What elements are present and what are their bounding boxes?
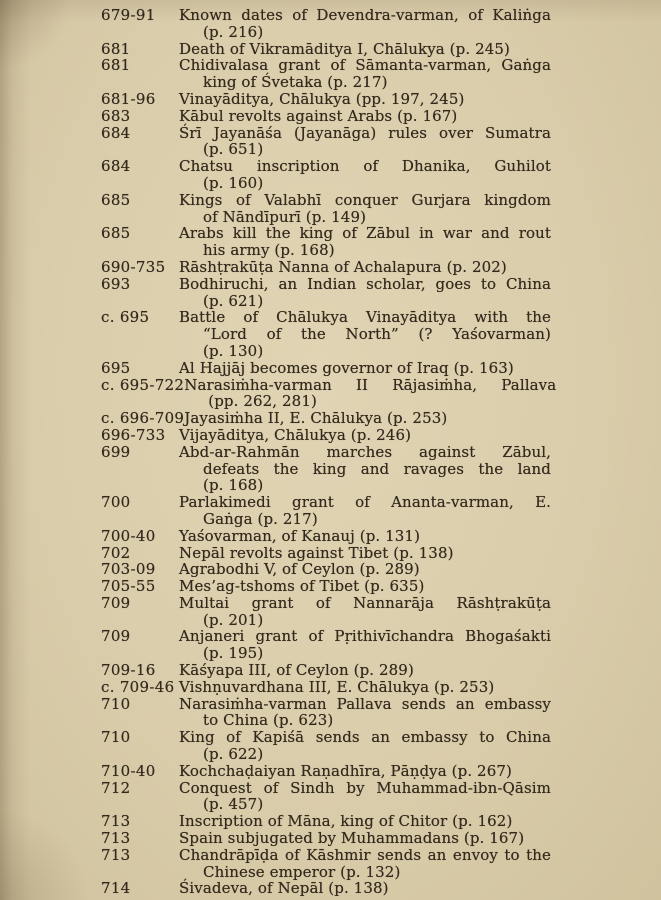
event-line: (p. 168): [203, 476, 264, 495]
entry-row: [0, 578, 661, 595]
entry-date: 679-91: [101, 6, 156, 24]
entry-date: 681: [101, 39, 131, 58]
entry-event: [179, 57, 551, 91]
entry-row: [0, 847, 661, 881]
entry-row: [0, 444, 661, 494]
entry-row: [0, 830, 661, 847]
event-line: (p. 160): [203, 173, 264, 192]
entry-event: [179, 561, 551, 578]
entry-event: [179, 880, 551, 897]
entry-event: [179, 7, 551, 41]
event-line: of Nāndīpurī (p. 149): [203, 207, 367, 226]
event-line: Chinese emperor (p. 132): [203, 862, 401, 881]
entry-date: 685: [101, 224, 131, 243]
entry-row: [0, 377, 661, 411]
event-line: (p. 216): [203, 22, 264, 41]
entry-row: [0, 628, 661, 662]
entry-date: 714: [101, 879, 131, 898]
event-line: (p. 621): [203, 291, 264, 310]
entry-date: c. 695: [101, 308, 150, 327]
entry-row: [0, 729, 661, 763]
event-line: Conquest of Sindh by Muhammad-ibn-Qāsim: [179, 778, 551, 797]
entry-event: [179, 662, 551, 679]
entry-date: 683: [101, 106, 131, 125]
entry-event: [179, 444, 551, 494]
entry-event: [179, 528, 551, 545]
entry-row: [0, 225, 661, 259]
event-line: Śrī Jayanāśa (Jayanāga) rules over Sumatra: [179, 123, 551, 142]
event-line: Abd-ar-Rahmān marches against Zābul,: [179, 442, 551, 461]
event-line: to China (p. 623): [203, 711, 334, 730]
entry-event: [179, 158, 551, 192]
entry-date: 700: [101, 493, 131, 512]
entry-event: [179, 427, 551, 444]
entry-date: 702: [101, 543, 131, 562]
event-line: Gaṅga (p. 217): [203, 509, 318, 528]
entry-date: 696-733: [101, 425, 166, 444]
entry-date: 705-55: [101, 577, 156, 596]
event-line: (p. 457): [203, 795, 264, 814]
entry-event: [179, 276, 551, 310]
event-line: Inscription of Māna, king of Chitor (p. 162): [179, 812, 513, 831]
entry-row: [0, 696, 661, 730]
event-line: Chatsu inscription of Dhanika, Guhilot: [179, 157, 551, 176]
entry-row: [0, 662, 661, 679]
entry-date: 681: [101, 56, 131, 75]
entry-date: 709: [101, 627, 131, 646]
entry-event: [179, 813, 551, 830]
event-line: (p. 130): [203, 341, 264, 360]
entry-row: [0, 360, 661, 377]
event-line: King of Kapiśā sends an embassy to China: [179, 728, 551, 747]
event-line: (pp. 262, 281): [208, 392, 317, 411]
entry-date: 690-735: [101, 257, 166, 276]
entry-row: [0, 91, 661, 108]
entry-event: [179, 763, 551, 780]
entry-event: [179, 309, 551, 359]
entry-event: [179, 545, 551, 562]
entry-event: [184, 410, 556, 427]
event-line: Multai grant of Nannarāja Rāshṭrakūṭa: [179, 593, 551, 612]
entry-date: 695: [101, 358, 131, 377]
entry-row: [0, 192, 661, 226]
entry-date: 712: [101, 778, 131, 797]
event-line: Arabs kill the king of Zābul in war and rout: [179, 224, 551, 243]
entry-row: [0, 595, 661, 629]
entry-row: [0, 494, 661, 528]
entry-row: [0, 259, 661, 276]
entry-event: [179, 41, 551, 58]
event-line: Kābul revolts against Arabs (p. 167): [179, 106, 458, 125]
entry-row: [0, 125, 661, 159]
event-line: Parlakimedi grant of Ananta-varman, E.: [179, 493, 551, 512]
entry-date: 685: [101, 190, 131, 209]
entry-row: [0, 528, 661, 545]
entry-date: 709: [101, 593, 131, 612]
entry-row: [0, 158, 661, 192]
entry-row: [0, 813, 661, 830]
event-line: “Lord of the North” (? Yaśovarman): [203, 325, 551, 344]
entry-date: 700-40: [101, 526, 156, 545]
event-line: Narasiṁha-varman Pallava sends an embassy: [179, 694, 551, 713]
event-line: Al Hajjāj becomes governor of Iraq (p. 163): [179, 358, 514, 377]
entry-event: [179, 847, 551, 881]
event-line: (p. 195): [203, 644, 264, 663]
event-line: Known dates of Devendra-varman, of Kaliṅga: [179, 6, 551, 24]
entry-event: [179, 595, 551, 629]
entry-event: [179, 696, 551, 730]
entry-date: 710: [101, 694, 131, 713]
entry-date: 684: [101, 157, 131, 176]
event-line: Nepāl revolts against Tibet (p. 138): [179, 543, 454, 562]
entry-event: [179, 494, 551, 528]
entry-event: [179, 830, 551, 847]
entry-date: 710: [101, 728, 131, 747]
entry-event: [179, 91, 551, 108]
entry-row: [0, 427, 661, 444]
entry-row: [0, 41, 661, 58]
entry-event: [179, 628, 551, 662]
event-line: Narasiṁha-varman II Rājasiṁha, Pallava: [184, 375, 557, 394]
event-line: his army (p. 168): [203, 241, 335, 260]
event-line: Yaśovarman, of Kanauj (p. 131): [179, 526, 421, 545]
event-line: Chidivalasa grant of Sāmanta-varman, Gaṅga: [179, 56, 551, 75]
event-line: Rāshṭrakūṭa Nanna of Achalapura (p. 202): [179, 257, 507, 276]
event-line: Battle of Chālukya Vinayāditya with the: [179, 308, 551, 327]
event-line: Mes’ag-tshoms of Tibet (p. 635): [179, 577, 425, 596]
event-line: defeats the king and ravages the land: [203, 459, 551, 478]
entry-date: 710-40: [101, 761, 156, 780]
event-line: Anjaneri grant of Pṛithivīchandra Bhogaśakti: [179, 627, 551, 646]
event-line: (p. 651): [203, 140, 264, 159]
entry-row: [0, 276, 661, 310]
event-line: Bodhiruchi, an Indian scholar, goes to China: [179, 274, 551, 293]
entry-event: [179, 108, 551, 125]
event-line: (p. 622): [203, 745, 264, 764]
entry-row: [0, 780, 661, 814]
entry-date: 709-16: [101, 661, 156, 680]
entry-row: [0, 545, 661, 562]
entry-date: 693: [101, 274, 131, 293]
event-line: Vijayāditya, Chālukya (p. 246): [179, 425, 412, 444]
entry-row: [0, 679, 661, 696]
entry-event: [179, 578, 551, 595]
entry-date: c. 696-709: [101, 409, 185, 428]
entry-event: [179, 225, 551, 259]
entry-row: [0, 410, 661, 427]
entry-date: 681-96: [101, 89, 156, 108]
event-line: Śivadeva, of Nepāl (p. 138): [179, 879, 389, 898]
event-line: Chandrāpīḍa of Kāshmir sends an envoy to the: [179, 845, 551, 864]
event-line: Vishṇuvardhana III, E. Chālukya (p. 253): [179, 677, 495, 696]
entry-event: [179, 679, 551, 696]
entry-row: [0, 57, 661, 91]
entries-list: [0, 7, 661, 897]
entry-event: [184, 377, 556, 411]
entry-event: [179, 360, 551, 377]
event-line: king of Śvetaka (p. 217): [203, 73, 388, 92]
event-line: Kāśyapa III, of Ceylon (p. 289): [179, 661, 414, 680]
entry-date: c. 695-722: [101, 375, 185, 394]
event-line: Agrabodhi V, of Ceylon (p. 289): [179, 560, 420, 579]
event-line: Kochchaḍaiyan Raṇadhīra, Pāṇḍya (p. 267): [179, 761, 512, 780]
entry-date: 684: [101, 123, 131, 142]
event-line: Kings of Valabhī conquer Gurjara kingdom: [179, 190, 551, 209]
event-line: (p. 201): [203, 610, 264, 629]
entry-date: 713: [101, 845, 131, 864]
entry-row: [0, 309, 661, 359]
event-line: Jayasiṁha II, E. Chālukya (p. 253): [184, 409, 448, 428]
entry-row: [0, 561, 661, 578]
event-line: Death of Vikramāditya I, Chālukya (p. 245): [179, 39, 510, 58]
event-line: Spain subjugated by Muhammadans (p. 167): [179, 829, 525, 848]
event-line: Vinayāditya, Chālukya (pp. 197, 245): [179, 89, 465, 108]
entry-event: [179, 125, 551, 159]
entry-event: [179, 192, 551, 226]
entry-date: 713: [101, 829, 131, 848]
entry-date: 703-09: [101, 560, 156, 579]
entry-date: 713: [101, 812, 131, 831]
entry-row: [0, 108, 661, 125]
entry-row: [0, 763, 661, 780]
entry-date: 699: [101, 442, 131, 461]
entry-date: c. 709-46: [101, 677, 175, 696]
entry-event: [179, 780, 551, 814]
entry-row: [0, 7, 661, 41]
entry-event: [179, 729, 551, 763]
entry-row: [0, 880, 661, 897]
entry-event: [179, 259, 551, 276]
